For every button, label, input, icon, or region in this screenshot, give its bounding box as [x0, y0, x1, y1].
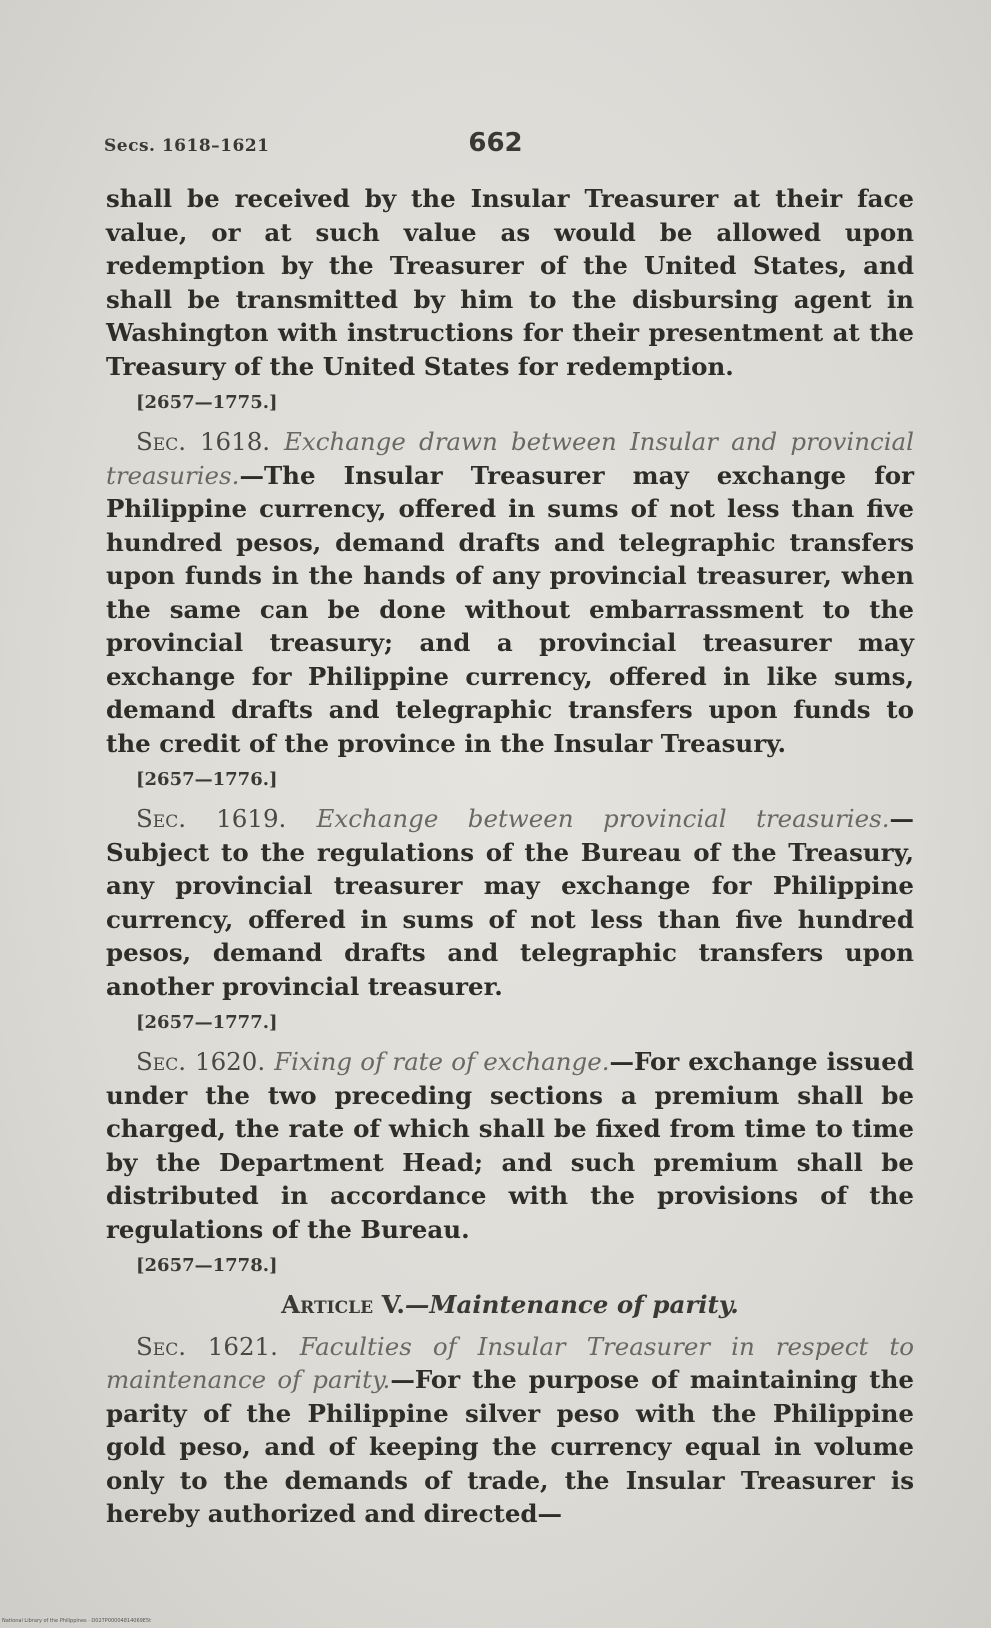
section-text: —For the purpose of maintaining the parity of the Philippine silver peso with the Philippine gold peso, and of keeping the currency equal in volume only to the demands of trade, the Insular Treasurer is hereby authorized and directed—	[106, 1365, 914, 1528]
citation-1777: [2657—1777.]	[136, 1012, 278, 1033]
section-label: Sec.	[136, 804, 186, 833]
section-text: —For exchange issued under the two preceding sections a premium shall be charged, the rate of which shall be fixed from time to time by the Department Head; and such premium shall be distributed in accordance with the provisions of the regulations of the Bureau.	[106, 1047, 915, 1244]
running-head: Secs. 1618–1621	[104, 136, 270, 156]
scan-imprint: National Library of the Philippines · D027P00004814069E5t	[2, 1618, 152, 1624]
section-text: —The Insular Treasurer may exchange for Philippine currency, offered in sums of not less than five hundred pesos, demand drafts and telegraphic transfers upon funds in the hands of any provincial treasurer, when the same can be done without embarrassment to the provincial treasury; and a provincial treasurer may exchange for Philippine currency, offered in like sums, demand drafts and telegraphic transfers upon funds to the credit of the province in the Insular Treasury.	[106, 460, 914, 758]
section-1620	[106, 1045, 914, 1246]
section-number: 1621.	[207, 1331, 278, 1361]
section-1621	[106, 1330, 914, 1531]
article-heading	[106, 1288, 914, 1322]
section-1618	[106, 425, 914, 760]
citation-1778: [2657—1778.]	[136, 1255, 278, 1276]
section-1619	[106, 802, 914, 1003]
page-number: 662	[468, 128, 523, 158]
section-text: — Subject to the regulations of the Bureau of the Treasury, any provincial treasurer may exchange for Philippine currency, offered in sums of not less than five hundred pesos, demand drafts and telegraphic transfers upon another provincial treasurer.	[106, 804, 914, 1001]
section-number: 1620.	[194, 1047, 266, 1076]
section-catchline: Exchange between provincial treasuries.	[316, 804, 890, 833]
article-title: —Maintenance of parity.	[404, 1290, 739, 1319]
section-label: Sec.	[136, 1047, 186, 1076]
section-number: 1618.	[199, 427, 271, 456]
section-number: 1619.	[216, 804, 287, 833]
continuation-paragraph: shall be received by the Insular Treasurer at their face value, or at such value as would be allowed upon redemption by the Treasurer of the United States, and shall be transmitted by him to the disbursing agent in Washington with instructions for their presentment at the Treasury of the United States for redemption.	[106, 184, 914, 381]
section-label: Sec.	[136, 1331, 186, 1361]
page-header	[104, 128, 887, 164]
article-word: Article	[281, 1290, 374, 1319]
section-label: Sec.	[136, 427, 186, 456]
citation-1776: [2657—1776.]	[136, 769, 278, 790]
citation-1775: [2657—1775.]	[136, 392, 278, 413]
section-catchline: Faculties of Insular Treasurer in respect to maintenance of parity.	[106, 1331, 915, 1394]
article-number: V.	[381, 1290, 405, 1319]
section-catchline: Fixing of rate of exchange.	[274, 1047, 610, 1076]
section-catchline: Exchange drawn between Insular and provincial treasuries.	[106, 427, 915, 490]
page-body	[106, 182, 914, 1531]
